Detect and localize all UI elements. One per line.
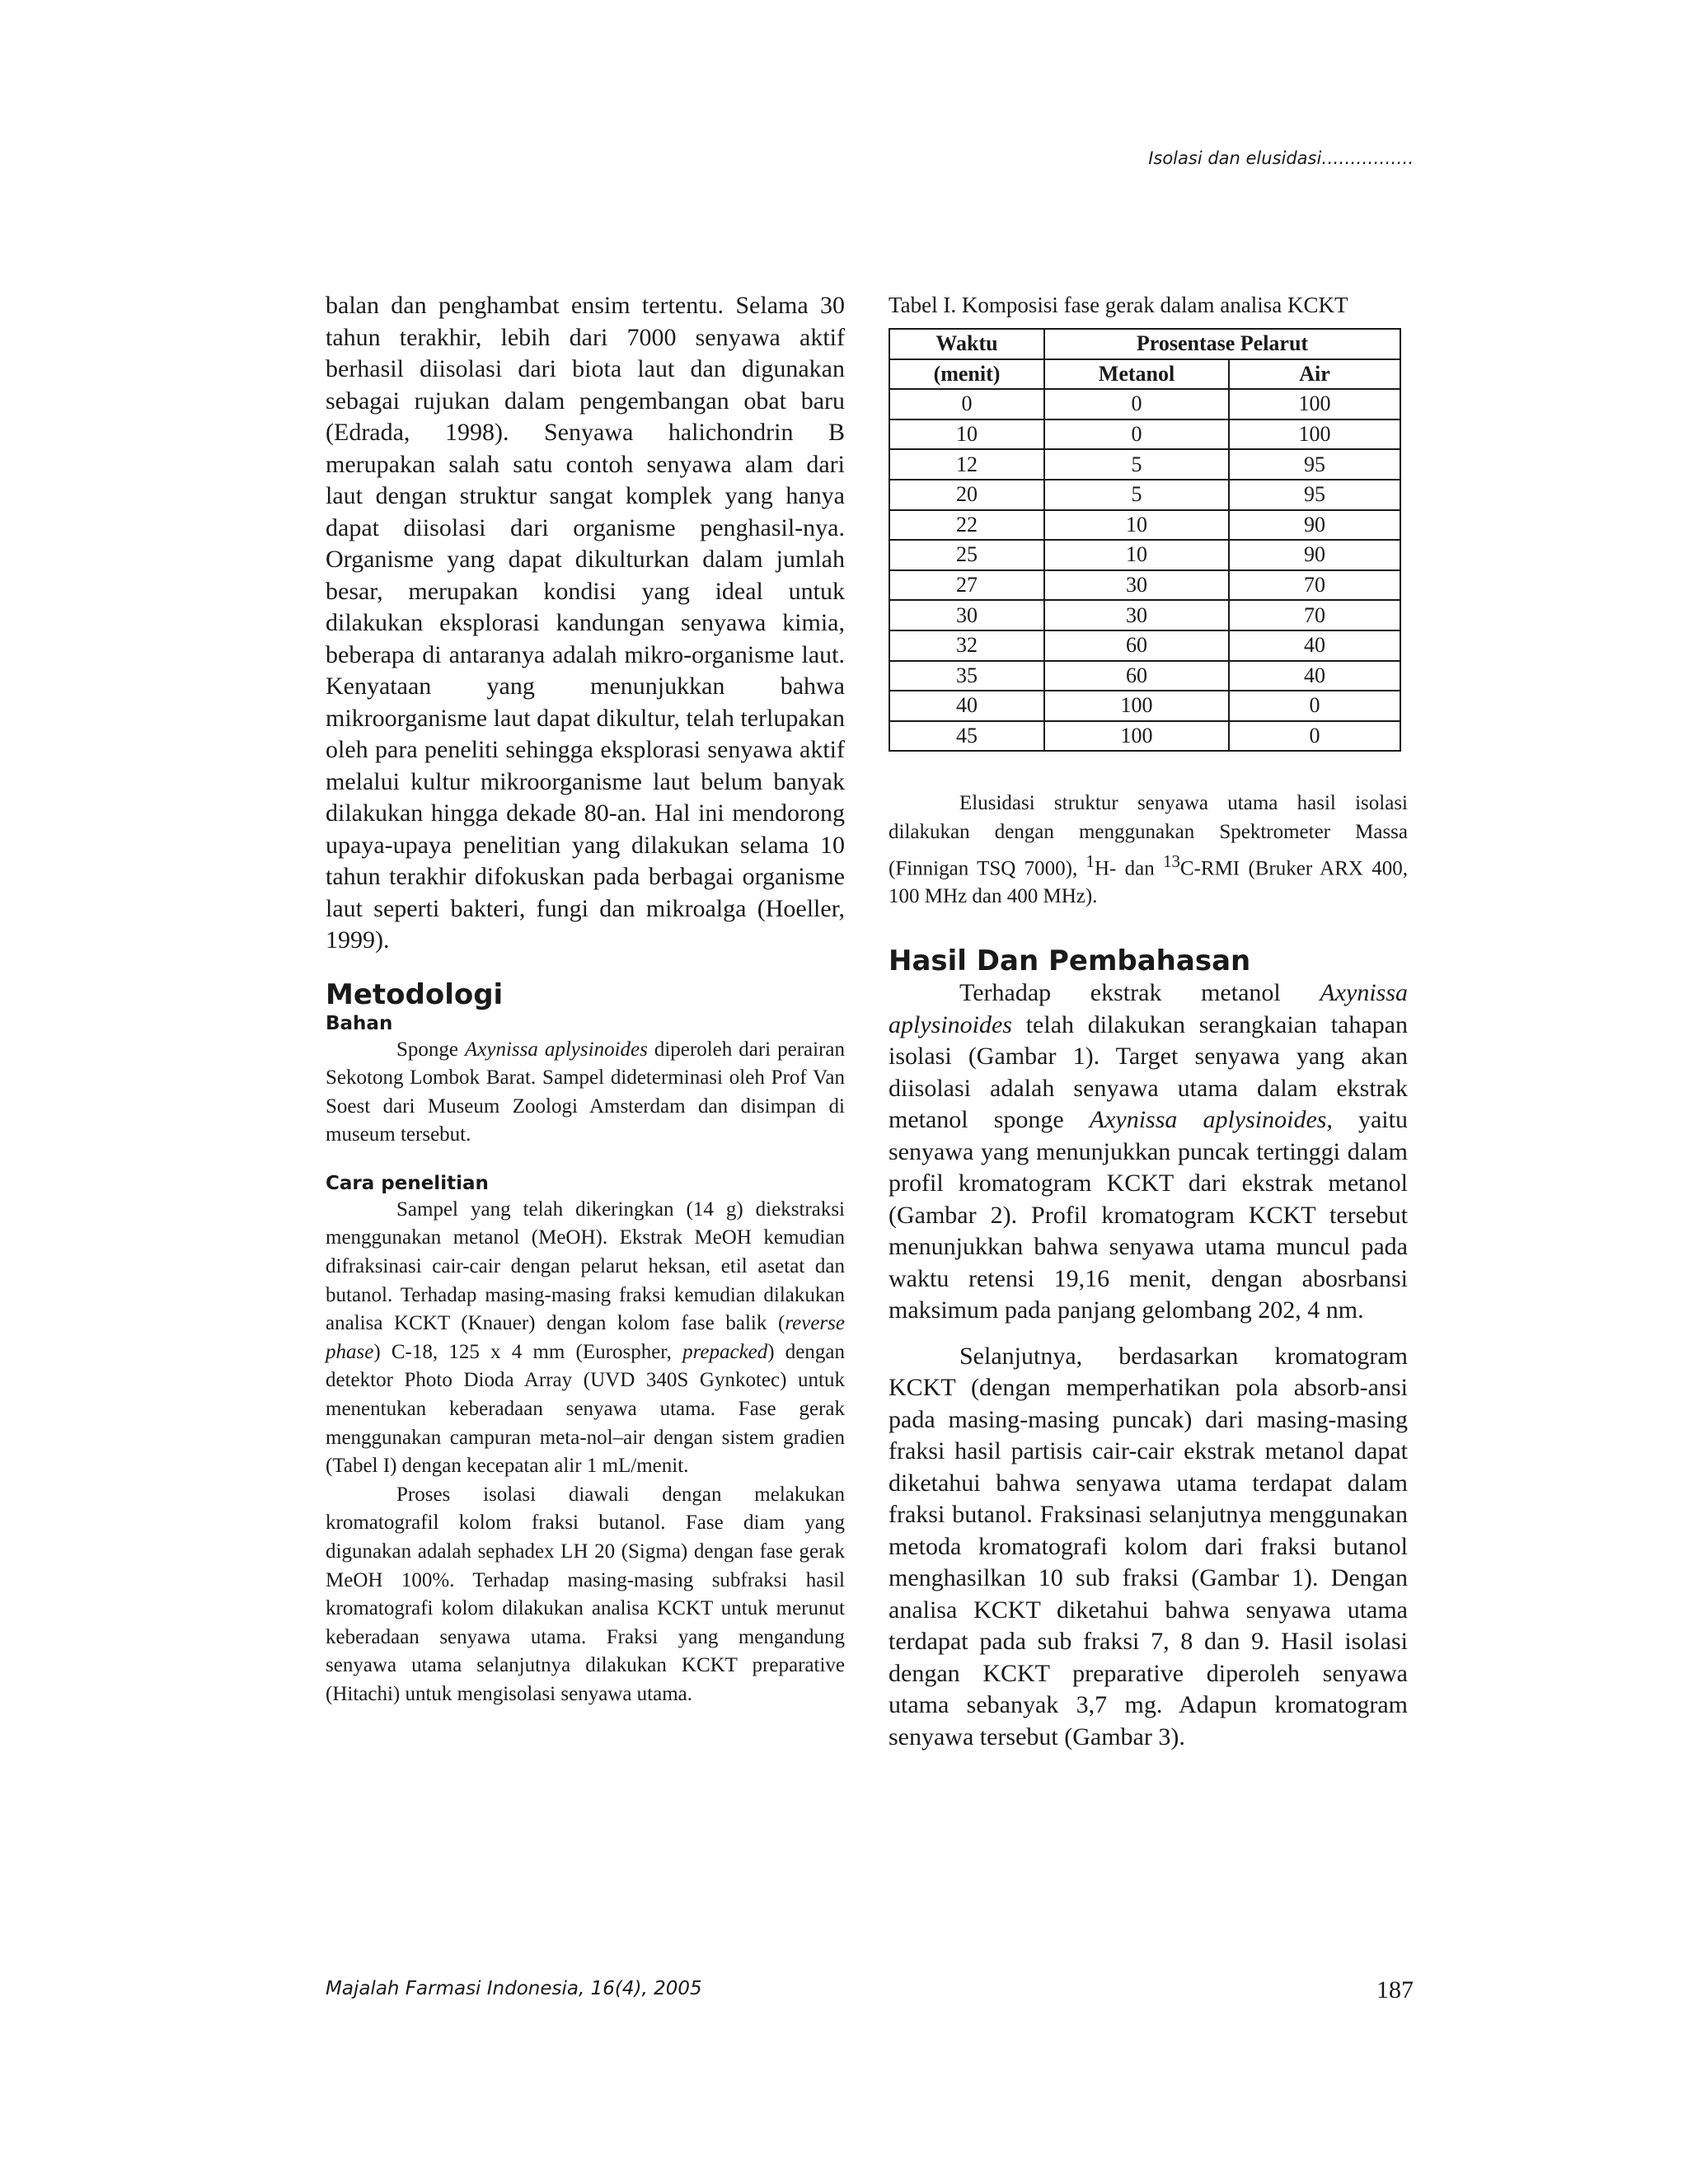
page-number: 187 xyxy=(1376,1976,1414,2004)
right-column xyxy=(889,290,1408,1753)
table-row xyxy=(889,661,1400,691)
subheading-bahan: Bahan xyxy=(326,1012,393,1034)
cell-waktu: 32 xyxy=(889,630,1044,661)
cell-waktu: 40 xyxy=(889,691,1044,721)
header-prosentase: Prosentase Pelarut xyxy=(1044,329,1400,359)
header-menit: (menit) xyxy=(889,359,1044,390)
header-metanol: Metanol xyxy=(1044,359,1229,390)
cell-air: 0 xyxy=(1229,691,1400,721)
running-footer: Majalah Farmasi Indonesia, 16(4), 2005 xyxy=(326,1978,702,1999)
cell-air: 70 xyxy=(1229,570,1400,601)
table-row xyxy=(889,510,1400,541)
table-row xyxy=(889,389,1400,419)
left-column xyxy=(326,290,845,1709)
subheading-cara-penelitian: Cara penelitian xyxy=(326,1172,489,1194)
cell-metanol: 100 xyxy=(1044,691,1229,721)
cell-air: 90 xyxy=(1229,540,1400,570)
cell-waktu: 27 xyxy=(889,570,1044,601)
table-row xyxy=(889,480,1400,510)
table-caption: Tabel I. Komposisi fase gerak dalam analisa KCKT xyxy=(889,293,1348,317)
cara-paragraph-2: Proses isolasi diawali dengan melakukan kromatografil kolom fraksi butanol. Fase diam yang digunakan adalah sephadex LH 20 (Sigma) dengan fase gerak MeOH 100%. Terhadap masing-masing subfraksi hasil kromatografi kolom dilakukan analisa KCKT untuk merunut keberadaan senyawa utama. Fraksi yang mengandung senyawa utama selanjutnya dilakukan KCKT preparative (Hitachi) untuk mengisolasi senyawa utama. xyxy=(326,1483,845,1705)
bahan-paragraph: Sponge Axynissa aplysinoides diperoleh dari perairan Sekotong Lombok Barat. Sampel dideterminasi oleh Prof Van Soest dari Museum Zoologi Amsterdam dan disimpan di museum tersebut. xyxy=(326,1038,846,1146)
cell-metanol: 60 xyxy=(1044,630,1229,661)
cell-air: 100 xyxy=(1229,419,1400,450)
cell-air: 90 xyxy=(1229,510,1400,541)
cell-waktu: 45 xyxy=(889,721,1044,752)
cell-air: 40 xyxy=(1229,630,1400,661)
table-header-row xyxy=(889,359,1400,390)
running-header: Isolasi dan elusidasi……………. xyxy=(1148,148,1414,168)
table-row xyxy=(889,721,1400,752)
cell-air: 95 xyxy=(1229,449,1400,480)
cell-metanol: 60 xyxy=(1044,661,1229,691)
cell-metanol: 5 xyxy=(1044,480,1229,510)
cell-metanol: 10 xyxy=(1044,510,1229,541)
table-row xyxy=(889,449,1400,480)
elusidasi-paragraph: Elusidasi struktur senyawa utama hasil isolasi dilakukan dengan menggunakan Spektrometer Massa (Finnigan TSQ 7000), $^1$H- dan $^{13}$C-RMI (Bruker ARX 400, 100 MHz dan 400 MHz). xyxy=(889,792,1408,908)
cell-air: 70 xyxy=(1229,600,1400,630)
header-air: Air xyxy=(1229,359,1400,390)
cell-metanol: 5 xyxy=(1044,449,1229,480)
section-heading-metodologi: Metodologi xyxy=(326,977,504,1011)
header-waktu: Waktu xyxy=(889,329,1044,359)
cell-air: 100 xyxy=(1229,389,1400,419)
cell-air: 0 xyxy=(1229,721,1400,752)
cell-waktu: 0 xyxy=(889,389,1044,419)
cell-waktu: 22 xyxy=(889,510,1044,541)
table-row xyxy=(889,691,1400,721)
table-row xyxy=(889,419,1400,450)
table-row xyxy=(889,600,1400,630)
komposisi-table xyxy=(889,328,1401,752)
table-row xyxy=(889,540,1400,570)
hasil-paragraph-2: Selanjutnya, berdasarkan kromatogram KCKT (dengan memperhatikan pola absorb-ansi pada masing-masing puncak) dari masing-masing fraksi hasil partisis cair-cair ekstrak metanol dapat diketahui bahwa senyawa utama terdapat dalam fraksi butanol. Fraksinasi selanjutnya menggunakan metoda kromatografi kolom dari fraksi butanol menghasilkan 10 sub fraksi (Gambar 1). Dengan analisa KCKT diketahui bahwa senyawa utama terdapat pada sub fraksi 7, 8 dan 9. Hasil isolasi dengan KCKT preparative diperoleh senyawa utama sebanyak 3,7 mg. Adapun kromatogram senyawa tersebut (Gambar 3). xyxy=(889,1342,1408,1750)
cell-metanol: 10 xyxy=(1044,540,1229,570)
cell-waktu: 10 xyxy=(889,419,1044,450)
intro-paragraph: balan dan penghambat ensim tertentu. Selama 30 tahun terakhir, lebih dari 7000 senyawa aktif berhasil diisolasi dari biota laut dan digunakan sebagai rujukan dalam pengembangan obat baru (Edrada, 1998). Senyawa halichondrin B merupakan salah satu contoh senyawa alam dari laut dengan struktur sangat komplek yang hanya dapat diisolasi dari organisme penghasil-nya. Organisme yang dapat dikulturkan dalam jumlah besar, merupakan kondisi yang ideal untuk dilakukan eksplorasi kandungan senyawa kimia, beberapa di antaranya adalah mikro-organisme laut. Kenyataan yang menunjukkan bahwa mikroorganisme laut dapat dikultur, telah terlupakan oleh para peneliti sehingga eksplorasi senyawa aktif melalui kultur mikroorganisme laut belum banyak dilakukan hingga dekade 80-an. Hal ini mendorong upaya-upaya penelitian yang dilakukan selama 10 tahun terakhir difokuskan pada berbagai organisme laut seperti bakteri, fungi dan mikroalga (Hoeller, 1999). xyxy=(326,292,845,954)
hasil-paragraph-1: Terhadap ekstrak metanol Axynissa aplysinoides telah dilakukan serangkaian tahapan isolasi (Gambar 1). Target senyawa yang akan diisolasi adalah senyawa utama dalam ekstrak metanol sponge Axynissa aplysinoides, yaitu senyawa yang menunjukkan puncak tertinggi dalam profil kromatogram KCKT dari ekstrak metanol (Gambar 2). Profil kromatogram KCKT tersebut menunjukkan bahwa senyawa utama muncul pada waktu retensi 19,16 menit, dengan abosrbansi maksimum pada panjang gelombang 202, 4 nm. xyxy=(889,979,1408,1324)
cara-paragraph-1: Sampel yang telah dikeringkan (14 g) diekstraksi menggunakan metanol (MeOH). Ekstrak MeOH kemudian difraksinasi cair-cair dengan pelarut heksan, etil asetat dan butanol. Terhadap masing-masing fraksi kemudian dilakukan analisa KCKT (Knauer) dengan kolom fase balik (reverse phase) C-18, 125 x 4 mm (Eurospher, prepacked) dengan detektor Photo Dioda Array (UVD 340S Gynkotec) untuk menentukan keberadaan senyawa utama. Fase gerak menggunakan campuran meta-nol–air dengan sistem gradien (Tabel I) dengan kecepatan alir 1 mL/menit. xyxy=(326,1197,845,1478)
cell-waktu: 35 xyxy=(889,661,1044,691)
table-row xyxy=(889,570,1400,601)
cell-air: 95 xyxy=(1229,480,1400,510)
cell-metanol: 0 xyxy=(1044,389,1229,419)
cell-waktu: 12 xyxy=(889,449,1044,480)
cell-waktu: 20 xyxy=(889,480,1044,510)
cell-metanol: 100 xyxy=(1044,721,1229,752)
cell-metanol: 0 xyxy=(1044,419,1229,450)
table-header-row xyxy=(889,329,1400,359)
cell-waktu: 25 xyxy=(889,540,1044,570)
cell-air: 40 xyxy=(1229,661,1400,691)
cell-metanol: 30 xyxy=(1044,570,1229,601)
table-row xyxy=(889,630,1400,661)
cell-metanol: 30 xyxy=(1044,600,1229,630)
section-heading-hasil: Hasil Dan Pembahasan xyxy=(889,944,1251,978)
cell-waktu: 30 xyxy=(889,600,1044,630)
